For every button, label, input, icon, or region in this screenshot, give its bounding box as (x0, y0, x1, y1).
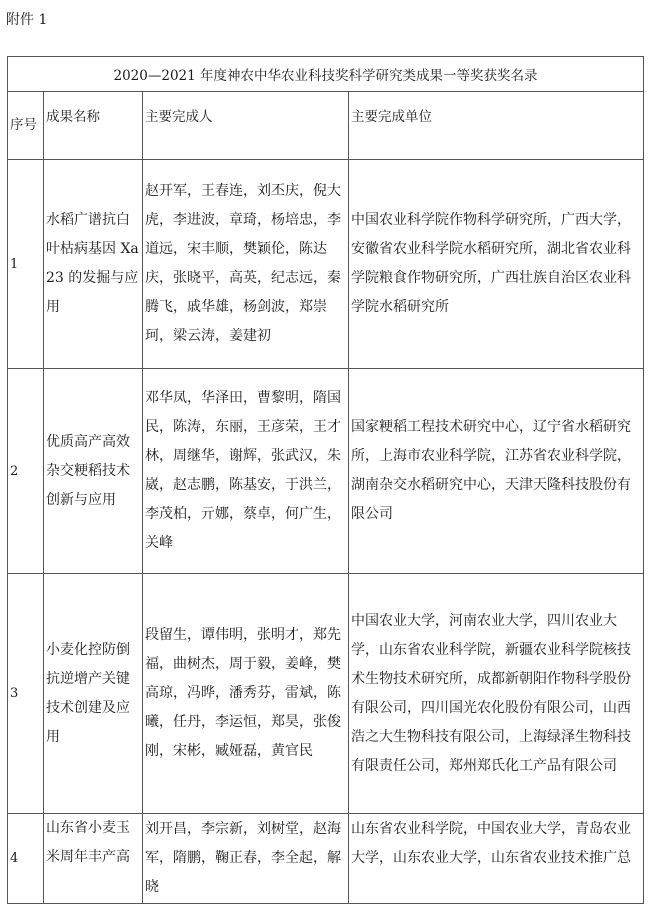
row-seq: 2 (8, 369, 44, 574)
table-row (8, 369, 644, 574)
row-units: 山东省农业科学院，中国农业大学，青岛农业大学，山东农业大学，山东省农业技术推广总 (349, 814, 644, 904)
attachment-label: 附件 1 (6, 12, 48, 28)
header-units: 主要完成单位 (349, 92, 644, 160)
table-header-row (8, 92, 644, 160)
row-units: 中国农业大学，河南农业大学，四川农业大学，山东省农业科学院，新疆农业科学院核技术生物技术研究所，成都新朝阳作物科学股份有限公司，四川国光农化股份有限公司，山西浩之大生物科技有限公司，上海绿泽生物科技有限责任公司，郑州郑氏化工产品有限公司 (349, 574, 644, 814)
row-people: 段留生，谭伟明，张明才，郑先福，曲树杰，周于毅，姜峰，樊高琼，冯晔，潘秀芬，雷斌，陈曦，任丹，李运恒，郑昊，张俊刚，宋彬，臧娅磊，黄官民 (143, 574, 349, 814)
header-name: 成果名称 (44, 92, 143, 160)
awards-table (7, 56, 644, 904)
row-achievement-name: 优质高产高效杂交粳稻技术创新与应用 (44, 369, 143, 574)
header-people: 主要完成人 (143, 92, 349, 160)
table-title-row (8, 57, 644, 92)
table-row (8, 814, 644, 904)
row-achievement-name: 小麦化控防倒抗逆增产关键技术创建及应用 (44, 574, 143, 814)
row-seq: 4 (8, 814, 44, 904)
row-units: 中国农业科学院作物科学研究所，广西大学，安徽省农业科学院水稻研究所，湖北省农业科学院粮食作物研究所，广西壮族自治区农业科学院水稻研究所 (349, 160, 644, 369)
row-people: 刘开昌，李宗新，刘树堂，赵海军，隋鹏，鞠正春，李全起，解晓 (143, 814, 349, 904)
row-units: 国家粳稻工程技术研究中心，辽宁省水稻研究所，上海市农业科学院，江苏省农业科学院，湖南杂交水稻研究中心，天津天隆科技股份有限公司 (349, 369, 644, 574)
row-seq: 3 (8, 574, 44, 814)
row-people: 邓华凤，华泽田，曹黎明，隋国民，陈涛，东丽，王彦荣，王才林，周继华，谢辉，张武汉，朱崴，赵志鹏，陈基安，于洪兰，李茂柏，亓娜，蔡卓，何广生，关峰 (143, 369, 349, 574)
row-achievement-name: 山东省小麦玉米周年丰产高 (44, 814, 143, 904)
header-seq: 序号 (8, 92, 44, 160)
table-title: 2020—2021 年度神农中华农业科技奖科学研究类成果一等奖获奖名录 (8, 57, 644, 92)
row-seq: 1 (8, 160, 44, 369)
row-people: 赵开军，王春连，刘丕庆，倪大虎，李进波，章琦，杨培忠，李道远，宋丰顺，樊颖伦，陈达庆，张晓平，高英，纪志远，秦腾飞，戚华雄，杨剑波，郑崇珂，梁云涛，姜建初 (143, 160, 349, 369)
table-row (8, 160, 644, 369)
row-achievement-name: 水稻广谱抗白叶枯病基因 Xa23 的发掘与应用 (44, 160, 143, 369)
table-row (8, 574, 644, 814)
